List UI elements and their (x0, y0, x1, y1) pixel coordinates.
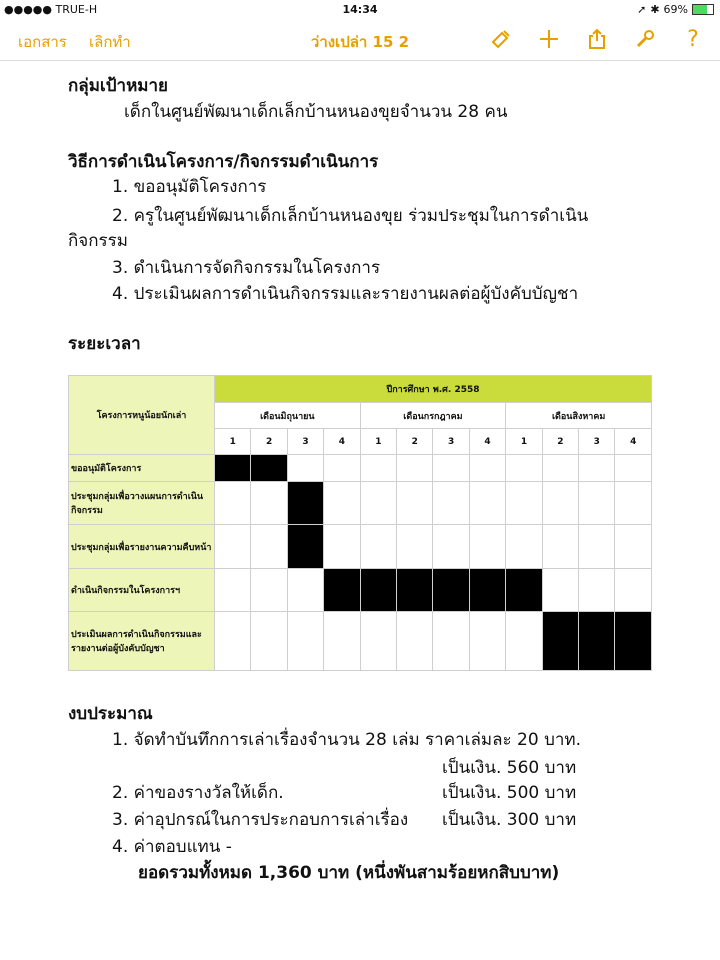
budget-amount: เป็นเงิน. 500 บาท (442, 783, 577, 803)
budget-heading: งบประมาณ (68, 704, 153, 724)
gantt-empty-cell (615, 455, 652, 482)
gantt-empty-cell (469, 482, 505, 525)
gantt-empty-cell (397, 482, 433, 525)
week-header: 3 (287, 429, 323, 455)
task-label: ดำเนินกิจกรรมในโครงการฯ (69, 568, 215, 611)
gantt-empty-cell (469, 455, 505, 482)
budget-line: 3. ค่าอุปกรณ์ในการประกอบการเล่าเรื่อง (112, 810, 409, 830)
brush-icon[interactable] (488, 26, 514, 52)
toolbar (0, 20, 720, 61)
week-header: 2 (251, 429, 287, 455)
gantt-bar-cell (287, 525, 323, 568)
method-item: 1. ขออนุมัติโครงการ (112, 177, 267, 197)
gantt-bar-cell (251, 455, 287, 482)
gantt-empty-cell (506, 611, 542, 670)
gantt-row (69, 455, 652, 482)
method-item: 2. ครูในศูนย์พัฒนาเด็กเล็กบ้านหนองขุย ร่วมประชุมในการดำเนิน (112, 206, 589, 226)
period-heading: ระยะเวลา (68, 334, 141, 354)
gantt-empty-cell (433, 455, 469, 482)
target-heading: กลุ่มเป้าหมาย (68, 76, 168, 96)
gantt-empty-cell (360, 611, 396, 670)
gantt-empty-cell (506, 455, 542, 482)
gantt-empty-cell (360, 482, 396, 525)
gantt-empty-cell (397, 611, 433, 670)
gantt-bar-cell (506, 568, 542, 611)
gantt-empty-cell (215, 482, 251, 525)
gantt-bar-cell (324, 568, 360, 611)
gantt-bar-cell (542, 611, 578, 670)
gantt-empty-cell (324, 482, 360, 525)
gantt-bar-cell (469, 568, 505, 611)
gantt-empty-cell (397, 525, 433, 568)
gantt-empty-cell (542, 482, 578, 525)
gantt-empty-cell (506, 482, 542, 525)
battery-icon (692, 4, 714, 15)
budget-amount: เป็นเงิน. 300 บาท (442, 810, 577, 830)
task-label: ประชุมกลุ่มเพื่อวางแผนการดำเนินกิจกรรม (69, 482, 215, 525)
gantt-bar-cell (433, 568, 469, 611)
task-label: ประเมินผลการดำเนินกิจกรรมและรายงานต่อผู้บังคับบัญชา (69, 611, 215, 670)
budget-line: 1. จัดทำบันทึกการเล่าเรื่องจำนวน 28 เล่ม ราคาเล่มละ 20 บาท. (112, 730, 582, 750)
week-header: 1 (215, 429, 251, 455)
year-label: ปีการศึกษา พ.ศ. 2558 (215, 376, 652, 403)
gantt-bar-cell (397, 568, 433, 611)
gantt-empty-cell (469, 525, 505, 568)
gantt-empty-cell (542, 525, 578, 568)
gantt-empty-cell (324, 525, 360, 568)
task-label: ขออนุมัติโครงการ (69, 455, 215, 482)
gantt-bar-cell (615, 611, 652, 670)
help-icon[interactable]: ? (687, 26, 699, 52)
gantt-empty-cell (579, 568, 615, 611)
status-right (637, 3, 714, 16)
week-header: 2 (397, 429, 433, 455)
gantt-empty-cell (579, 525, 615, 568)
gantt-empty-cell (579, 455, 615, 482)
gantt-empty-cell (615, 525, 652, 568)
gantt-chart (68, 375, 652, 671)
method-item: 4. ประเมินผลการดำเนินกิจกรรมและรายงานผลต่อผู้บังคับบัญชา (112, 284, 579, 304)
budget-total: ยอดรวมทั้งหมด 1,360 บาท (หนึ่งพันสามร้อยหกสิบบาท) (138, 863, 560, 883)
gantt-empty-cell (324, 611, 360, 670)
wrench-icon[interactable] (632, 26, 658, 52)
month-header: เดือนมิถุนายน (215, 403, 361, 429)
document-title[interactable]: ว่างเปล่า 15 2 (310, 33, 410, 51)
gantt-bar-cell (360, 568, 396, 611)
gantt-row (69, 568, 652, 611)
bluetooth-icon: ✱ (650, 3, 660, 16)
gantt-empty-cell (251, 525, 287, 568)
plus-icon[interactable] (536, 26, 562, 52)
gantt-empty-cell (324, 455, 360, 482)
budget-line: 2. ค่าของรางวัลให้เด็ก. (112, 783, 284, 803)
gantt-table (68, 375, 652, 671)
gantt-empty-cell (251, 611, 287, 670)
project-label: โครงการหนูน้อยนักเล่า (69, 376, 215, 455)
status-bar (0, 0, 720, 20)
gantt-empty-cell (579, 482, 615, 525)
week-header: 2 (542, 429, 578, 455)
gantt-empty-cell (469, 611, 505, 670)
week-header: 3 (433, 429, 469, 455)
gantt-empty-cell (615, 482, 652, 525)
gantt-empty-cell (251, 568, 287, 611)
budget-amount: เป็นเงิน. 560 บาท (442, 758, 577, 778)
gantt-empty-cell (433, 525, 469, 568)
gantt-empty-cell (397, 455, 433, 482)
documents-button[interactable]: เอกสาร (18, 33, 67, 51)
method-item-wrap: กิจกรรม (68, 231, 129, 251)
gantt-empty-cell (360, 525, 396, 568)
gantt-row (69, 611, 652, 670)
gantt-empty-cell (287, 455, 323, 482)
battery-percent: 69% (663, 3, 688, 16)
undo-button[interactable]: เลิกทำ (89, 33, 131, 51)
budget-line: 4. ค่าตอบแทน - (112, 837, 232, 857)
week-header: 1 (360, 429, 396, 455)
month-header: เดือนกรกฎาคม (360, 403, 506, 429)
battery-fill (693, 5, 707, 14)
gantt-empty-cell (215, 568, 251, 611)
gantt-empty-cell (433, 611, 469, 670)
gantt-bar-cell (287, 482, 323, 525)
clock: 14:34 (342, 3, 378, 16)
week-header: 4 (469, 429, 505, 455)
document-page (0, 60, 720, 960)
gantt-bar-cell (579, 611, 615, 670)
share-icon[interactable] (584, 26, 610, 52)
toolbar-icons (488, 26, 706, 52)
gantt-empty-cell (506, 525, 542, 568)
method-heading: วิธีการดำเนินโครงการ/กิจกรรมดำเนินการ (68, 152, 379, 172)
gantt-empty-cell (215, 525, 251, 568)
gantt-empty-cell (542, 455, 578, 482)
gantt-bar-cell (215, 455, 251, 482)
week-header: 3 (579, 429, 615, 455)
gantt-empty-cell (542, 568, 578, 611)
gantt-empty-cell (287, 568, 323, 611)
month-header: เดือนสิงหาคม (506, 403, 652, 429)
carrier-label: ●●●●● TRUE-H (4, 3, 98, 16)
gantt-empty-cell (433, 482, 469, 525)
gantt-empty-cell (251, 482, 287, 525)
gantt-empty-cell (360, 455, 396, 482)
gantt-empty-cell (615, 568, 652, 611)
gantt-row (69, 482, 652, 525)
target-text: เด็กในศูนย์พัฒนาเด็กเล็กบ้านหนองขุยจำนวน 28 คน (124, 102, 508, 122)
week-header: 4 (324, 429, 360, 455)
gantt-row (69, 525, 652, 568)
method-item: 3. ดำเนินการจัดกิจกรรมในโครงการ (112, 258, 381, 278)
week-header: 1 (506, 429, 542, 455)
gantt-empty-cell (215, 611, 251, 670)
task-label: ประชุมกลุ่มเพื่อรายงานความคืบหน้า (69, 525, 215, 568)
location-icon: ➚ (637, 3, 647, 16)
gantt-empty-cell (287, 611, 323, 670)
week-header: 4 (615, 429, 652, 455)
